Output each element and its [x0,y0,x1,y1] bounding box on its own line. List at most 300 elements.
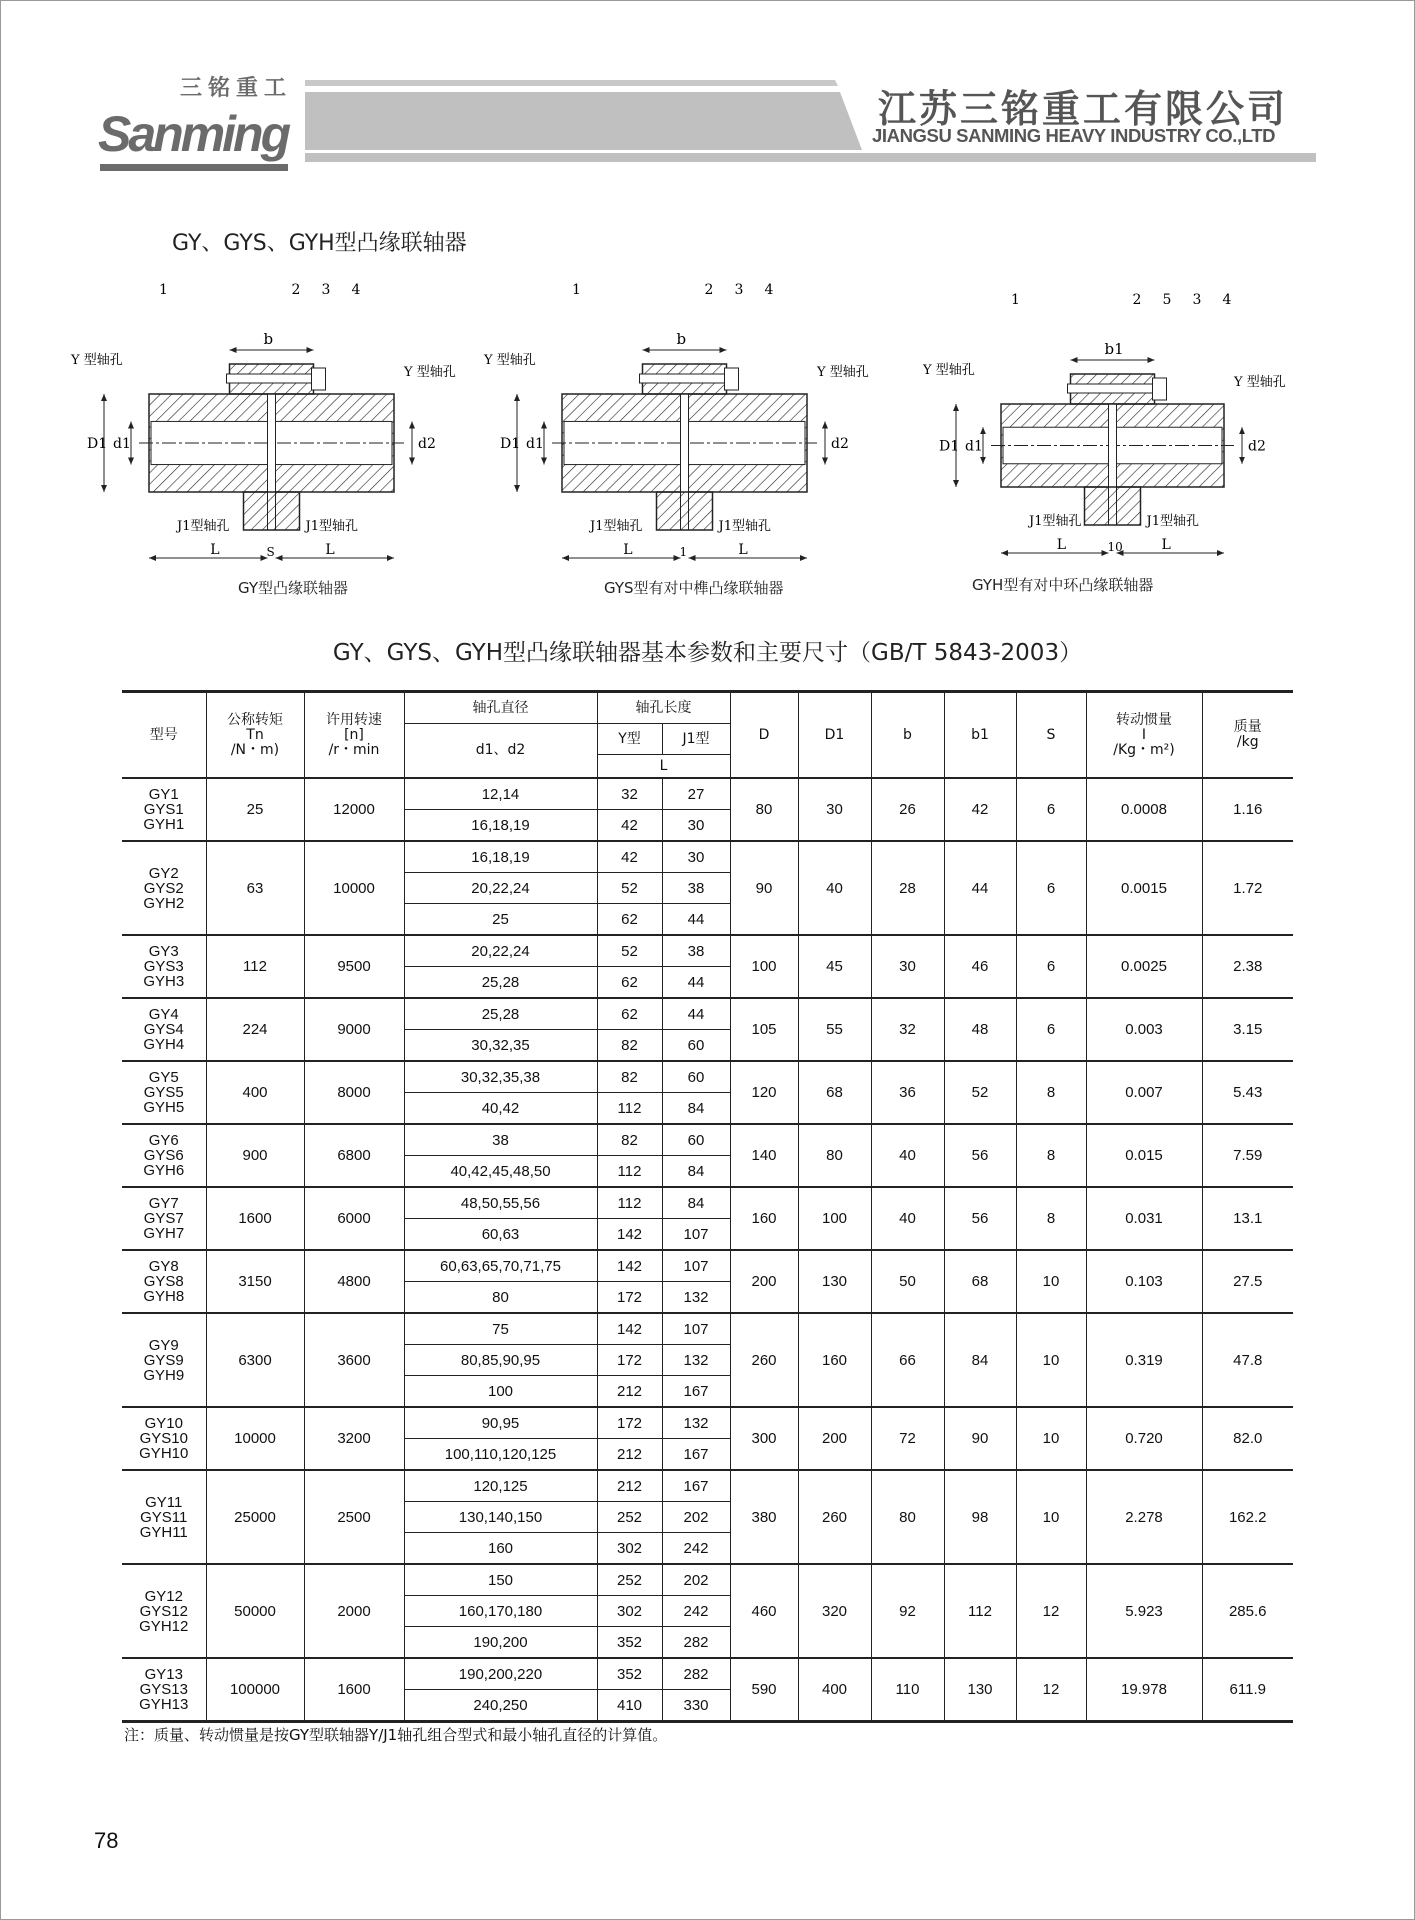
bolt [640,374,732,383]
cell-I: 0.0025 [1086,935,1202,998]
label-y-bore-right: Y 型轴孔 [1234,375,1286,390]
label-D1: D1 [500,436,521,452]
cell-length-j: 84 [662,1187,730,1219]
cell-m: 13.1 [1202,1187,1293,1250]
table-row [122,998,1293,1030]
cell-I: 0.103 [1086,1250,1202,1313]
caption-gyh: GYH型有对中环凸缘联轴器 [972,576,1154,594]
cell-length-j: 330 [662,1690,730,1722]
cell-b: 92 [871,1564,944,1658]
cell-S: 6 [1016,935,1086,998]
label-b: b [263,330,274,348]
cell-speed: 12000 [304,778,404,841]
page-title: GY、GYS、GYH型凸缘联轴器 [172,231,467,256]
cell-speed: 2000 [304,1564,404,1658]
cell-b: 50 [871,1250,944,1313]
cell-length-j: 60 [662,1124,730,1156]
label-part-3: 3 [1192,292,1202,308]
cell-bore-diameter: 160,170,180 [404,1596,597,1627]
cell-b1: 84 [944,1313,1016,1407]
cell-bore-diameter: 90,95 [404,1407,597,1439]
cell-bore-diameter: 100,110,120,125 [404,1439,597,1471]
header-mass: 质量 /kg [1202,692,1293,779]
header-j-type: J1型 [662,724,730,755]
cell-m: 5.43 [1202,1061,1293,1124]
label-S: 10 [1107,540,1123,554]
cell-length-j: 38 [662,935,730,967]
cell-D: 100 [730,935,798,998]
cell-model: GY4 GYS4 GYH4 [122,998,206,1061]
cell-length-y: 112 [597,1156,662,1188]
company-name-en: JIANGSU SANMING HEAVY INDUSTRY CO.,LTD [872,125,1276,146]
label-y-bore-left: Y 型轴孔 [923,363,975,378]
label-j-bore-left: J1型轴孔 [1029,514,1082,529]
cell-length-y: 142 [597,1250,662,1282]
label-y-bore-left: Y 型轴孔 [71,353,123,368]
cell-I: 0.007 [1086,1061,1202,1124]
cell-b: 32 [871,998,944,1061]
cell-D1: 160 [798,1313,871,1407]
cell-length-y: 62 [597,967,662,999]
cell-b: 26 [871,778,944,841]
cell-D1: 30 [798,778,871,841]
cell-length-y: 252 [597,1564,662,1596]
cell-S: 6 [1016,778,1086,841]
cell-bore-diameter: 150 [404,1564,597,1596]
nut [725,368,739,390]
label-L-right: L [738,542,748,558]
cell-bore-diameter: 25,28 [404,998,597,1030]
header-bore-symbol: d1、d2 [404,724,597,779]
cell-m: 285.6 [1202,1564,1293,1658]
cell-m: 2.38 [1202,935,1293,998]
cell-length-y: 172 [597,1282,662,1314]
cell-S: 8 [1016,1187,1086,1250]
cell-bore-diameter: 60,63 [404,1219,597,1251]
cell-I: 0.015 [1086,1124,1202,1187]
cell-torque: 3150 [206,1250,304,1313]
cell-S: 6 [1016,998,1086,1061]
page-number: 78 [94,1828,119,1853]
cell-b1: 90 [944,1407,1016,1470]
label-D1: D1 [939,438,960,455]
cell-b: 28 [871,841,944,935]
cell-b1: 52 [944,1061,1016,1124]
cell-torque: 25 [206,778,304,841]
label-part-5: 5 [1162,292,1172,308]
cell-speed: 9500 [304,935,404,998]
header-speed: 许用转速 [n] /r・min [304,692,404,779]
header-b1: b1 [944,692,1016,779]
cell-speed: 2500 [304,1470,404,1564]
diagram-gy [70,282,456,559]
cell-model: GY2 GYS2 GYH2 [122,841,206,935]
cell-b1: 44 [944,841,1016,935]
cell-b: 80 [871,1470,944,1564]
header-D1: D1 [798,692,871,779]
cell-speed: 10000 [304,841,404,935]
cell-torque: 900 [206,1124,304,1187]
cell-b: 72 [871,1407,944,1470]
header-inertia: 转动惯量 I /Kg・m²) [1086,692,1202,779]
cell-S: 10 [1016,1250,1086,1313]
logo-chinese: 三铭重工 [180,76,293,101]
cell-length-y: 212 [597,1376,662,1408]
cell-model: GY11 GYS11 GYH11 [122,1470,206,1564]
table-row [122,1313,1293,1345]
cell-length-y: 42 [597,810,662,842]
label-b: b1 [1104,340,1124,358]
table-row [122,1658,1293,1690]
table-row [122,1250,1293,1282]
bolt [227,374,319,383]
cell-length-y: 52 [597,935,662,967]
cell-bore-diameter: 30,32,35 [404,1030,597,1062]
cell-length-j: 107 [662,1250,730,1282]
cell-S: 12 [1016,1564,1086,1658]
cell-bore-diameter: 25 [404,904,597,936]
cell-model: GY5 GYS5 GYH5 [122,1061,206,1124]
lower-flange [1085,487,1141,525]
cell-length-y: 82 [597,1124,662,1156]
footnote: 注：质量、转动惯量是按GY型联轴器Y/J1轴孔组合型式和最小轴孔直径的计算值。 [124,1726,668,1744]
cell-I: 19.978 [1086,1658,1202,1722]
cell-D1: 130 [798,1250,871,1313]
cell-D1: 40 [798,841,871,935]
cell-length-y: 142 [597,1219,662,1251]
cell-speed: 8000 [304,1061,404,1124]
cell-S: 8 [1016,1124,1086,1187]
cell-D1: 200 [798,1407,871,1470]
header-model: 型号 [122,692,206,779]
cell-length-y: 172 [597,1407,662,1439]
cell-b1: 48 [944,998,1016,1061]
label-d2: d2 [831,436,849,452]
cell-b1: 56 [944,1187,1016,1250]
label-y-bore-right: Y 型轴孔 [817,365,869,380]
cell-length-y: 410 [597,1690,662,1722]
cell-bore-diameter: 20,22,24 [404,935,597,967]
diagram-gyh [922,292,1286,554]
cell-length-j: 167 [662,1376,730,1408]
cell-bore-diameter: 240,250 [404,1690,597,1722]
label-part-2: 2 [704,282,714,298]
cell-length-j: 30 [662,841,730,873]
header-S: S [1016,692,1086,779]
cell-model: GY10 GYS10 GYH10 [122,1407,206,1470]
cell-model: GY9 GYS9 GYH9 [122,1313,206,1407]
cell-length-y: 302 [597,1533,662,1565]
cell-D1: 260 [798,1470,871,1564]
table-row [122,778,1293,810]
cell-bore-diameter: 20,22,24 [404,873,597,904]
cell-torque: 10000 [206,1407,304,1470]
cell-b: 36 [871,1061,944,1124]
cell-b1: 112 [944,1564,1016,1658]
label-j-bore-right: J1型轴孔 [305,519,358,534]
cell-length-y: 62 [597,998,662,1030]
cell-S: 10 [1016,1313,1086,1407]
label-part-3: 3 [321,282,331,298]
cell-length-y: 82 [597,1061,662,1093]
cell-length-y: 82 [597,1030,662,1062]
header-b: b [871,692,944,779]
cell-bore-diameter: 120,125 [404,1470,597,1502]
header-bore-length: 轴孔长度 [597,692,730,724]
cell-model: GY3 GYS3 GYH3 [122,935,206,998]
label-part-3: 3 [734,282,744,298]
cell-m: 611.9 [1202,1658,1293,1722]
lower-flange [244,492,300,530]
cell-D: 460 [730,1564,798,1658]
cell-b1: 130 [944,1658,1016,1722]
cell-D: 200 [730,1250,798,1313]
label-d1: d1 [113,436,131,452]
label-d2: d2 [1248,438,1266,455]
cell-length-y: 212 [597,1470,662,1502]
cell-speed: 6800 [304,1124,404,1187]
cell-length-j: 282 [662,1658,730,1690]
cell-model: GY1 GYS1 GYH1 [122,778,206,841]
cell-I: 5.923 [1086,1564,1202,1658]
header-y-type: Y型 [597,724,662,755]
header-L: L [597,755,730,779]
cell-bore-diameter: 12,14 [404,778,597,810]
cell-S: 6 [1016,841,1086,935]
cell-D1: 55 [798,998,871,1061]
cell-D: 120 [730,1061,798,1124]
cell-b: 40 [871,1124,944,1187]
cell-D: 140 [730,1124,798,1187]
table-row [122,1124,1293,1156]
cell-torque: 6300 [206,1313,304,1407]
coupling-diagrams [0,260,1415,600]
cell-length-j: 167 [662,1470,730,1502]
cell-m: 27.5 [1202,1250,1293,1313]
label-y-bore-left: Y 型轴孔 [484,353,536,368]
cell-bore-diameter: 80,85,90,95 [404,1345,597,1376]
cell-D: 80 [730,778,798,841]
cell-speed: 3200 [304,1407,404,1470]
label-D1: D1 [87,436,108,452]
logo: Sanming [98,106,289,162]
cell-length-j: 44 [662,904,730,936]
cell-length-j: 202 [662,1564,730,1596]
cell-length-y: 352 [597,1627,662,1659]
cell-torque: 100000 [206,1658,304,1722]
header-rule [305,153,1316,162]
cell-model: GY12 GYS12 GYH12 [122,1564,206,1658]
cell-b: 110 [871,1658,944,1722]
label-L-left: L [1056,537,1067,553]
cell-b: 30 [871,935,944,998]
cell-I: 2.278 [1086,1470,1202,1564]
cell-bore-diameter: 16,18,19 [404,810,597,842]
cell-torque: 400 [206,1061,304,1124]
cell-D: 590 [730,1658,798,1722]
cell-length-y: 142 [597,1313,662,1345]
label-part-1: 1 [1011,292,1020,308]
cell-S: 10 [1016,1407,1086,1470]
cell-model: GY13 GYS13 GYH13 [122,1658,206,1722]
cell-b1: 68 [944,1250,1016,1313]
label-part-1: 1 [572,282,581,298]
cell-I: 0.0015 [1086,841,1202,935]
cell-speed: 3600 [304,1313,404,1407]
cell-length-j: 282 [662,1627,730,1659]
cell-length-j: 107 [662,1313,730,1345]
cell-bore-diameter: 25,28 [404,967,597,999]
cell-D1: 68 [798,1061,871,1124]
label-part-4: 4 [764,282,774,298]
cell-torque: 224 [206,998,304,1061]
header-bar-thin [305,80,838,86]
cell-bore-diameter: 48,50,55,56 [404,1187,597,1219]
cell-bore-diameter: 190,200,220 [404,1658,597,1690]
label-j-bore-right: J1型轴孔 [1146,514,1199,529]
label-S: 1 [679,545,688,559]
cell-bore-diameter: 100 [404,1376,597,1408]
cell-bore-diameter: 190,200 [404,1627,597,1659]
cell-m: 1.72 [1202,841,1293,935]
cell-length-j: 44 [662,967,730,999]
label-part-2: 2 [1132,292,1142,308]
cell-m: 82.0 [1202,1407,1293,1470]
cell-length-y: 112 [597,1093,662,1125]
cell-S: 10 [1016,1470,1086,1564]
cell-length-j: 44 [662,998,730,1030]
label-d1: d1 [526,436,544,452]
label-L-left: L [210,542,220,558]
nut [312,368,326,390]
cell-length-y: 32 [597,778,662,810]
cell-length-y: 172 [597,1345,662,1376]
cell-D: 260 [730,1313,798,1407]
header-torque: 公称转矩 Tn /N・m) [206,692,304,779]
table-row [122,841,1293,873]
cell-bore-diameter: 16,18,19 [404,841,597,873]
cell-b1: 42 [944,778,1016,841]
bolt [1068,384,1160,393]
company-name-cn: 江苏三铭重工有限公司 [878,87,1289,131]
cell-bore-diameter: 40,42,45,48,50 [404,1156,597,1188]
cell-length-j: 107 [662,1219,730,1251]
cell-m: 7.59 [1202,1124,1293,1187]
cell-torque: 112 [206,935,304,998]
cell-S: 12 [1016,1658,1086,1722]
cell-speed: 4800 [304,1250,404,1313]
cell-m: 1.16 [1202,778,1293,841]
table-row [122,1407,1293,1439]
cell-bore-diameter: 40,42 [404,1093,597,1125]
cell-D: 90 [730,841,798,935]
label-part-1: 1 [159,282,168,298]
cell-length-j: 27 [662,778,730,810]
label-S: S [266,545,275,559]
caption-gys: GYS型有对中榫凸缘联轴器 [604,579,784,597]
label-y-bore-right: Y 型轴孔 [404,365,456,380]
cell-model: GY8 GYS8 GYH8 [122,1250,206,1313]
caption-gy: GY型凸缘联轴器 [238,579,349,597]
cell-bore-diameter: 30,32,35,38 [404,1061,597,1093]
cell-length-j: 60 [662,1030,730,1062]
cell-torque: 63 [206,841,304,935]
cell-b1: 98 [944,1470,1016,1564]
cell-length-j: 202 [662,1502,730,1533]
cell-length-j: 167 [662,1439,730,1471]
label-L-right: L [1161,537,1171,553]
table-row [122,1470,1293,1502]
table-title: GY、GYS、GYH型凸缘联轴器基本参数和主要尺寸（GB/T 5843-2003） [332,640,1083,666]
cell-torque: 1600 [206,1187,304,1250]
cell-length-y: 302 [597,1596,662,1627]
cell-length-y: 352 [597,1658,662,1690]
cell-length-y: 42 [597,841,662,873]
nut [1153,378,1167,400]
cell-bore-diameter: 80 [404,1282,597,1314]
table-row [122,1564,1293,1596]
cell-I: 0.319 [1086,1313,1202,1407]
label-L-right: L [325,542,335,558]
table-row [122,1187,1293,1219]
label-L-left: L [623,542,633,558]
cell-D: 380 [730,1470,798,1564]
cell-length-y: 112 [597,1187,662,1219]
cell-torque: 50000 [206,1564,304,1658]
cell-torque: 25000 [206,1470,304,1564]
cell-b: 40 [871,1187,944,1250]
cell-b1: 46 [944,935,1016,998]
cell-bore-diameter: 75 [404,1313,597,1345]
label-j-bore-left: J1型轴孔 [177,519,230,534]
cell-m: 3.15 [1202,998,1293,1061]
cell-m: 162.2 [1202,1470,1293,1564]
cell-D1: 320 [798,1564,871,1658]
label-b: b [676,330,687,348]
cell-D: 105 [730,998,798,1061]
header-D: D [730,692,798,779]
cell-bore-diameter: 60,63,65,70,71,75 [404,1250,597,1282]
cell-length-y: 62 [597,904,662,936]
cell-D1: 400 [798,1658,871,1722]
cell-speed: 6000 [304,1187,404,1250]
cell-length-j: 132 [662,1345,730,1376]
cell-D1: 80 [798,1124,871,1187]
cell-I: 0.0008 [1086,778,1202,841]
cell-I: 0.031 [1086,1187,1202,1250]
label-d2: d2 [418,436,436,452]
cell-length-j: 242 [662,1533,730,1565]
label-part-2: 2 [291,282,301,298]
cell-bore-diameter: 160 [404,1533,597,1565]
cell-length-y: 212 [597,1439,662,1471]
lower-flange [657,492,713,530]
cell-D1: 45 [798,935,871,998]
cell-bore-diameter: 38 [404,1124,597,1156]
cell-length-j: 84 [662,1156,730,1188]
cell-b1: 56 [944,1124,1016,1187]
cell-length-y: 52 [597,873,662,904]
cell-I: 0.720 [1086,1407,1202,1470]
spec-table [122,690,1293,1723]
cell-length-j: 60 [662,1061,730,1093]
cell-length-j: 132 [662,1407,730,1439]
cell-length-j: 84 [662,1093,730,1125]
cell-S: 8 [1016,1061,1086,1124]
header-bar [305,92,862,150]
label-part-4: 4 [1222,292,1232,308]
label-d1: d1 [965,438,983,455]
